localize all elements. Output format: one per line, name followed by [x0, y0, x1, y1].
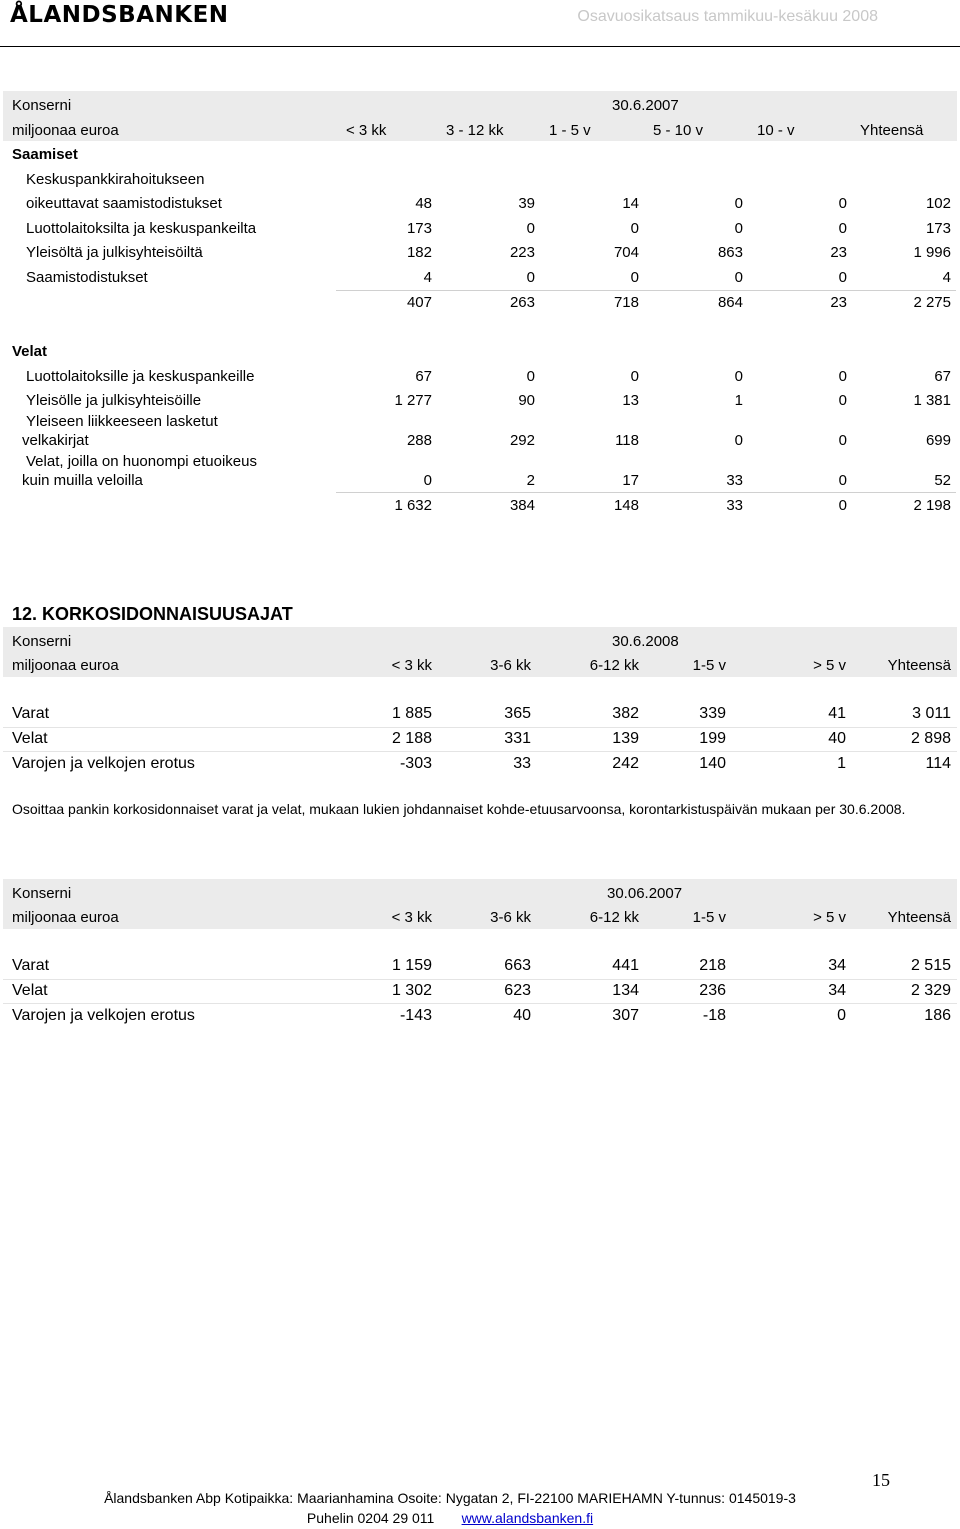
table1-column-header — [0, 122, 960, 146]
cell: 0 — [630, 269, 639, 286]
cell: 48 — [415, 195, 432, 212]
footer-contact — [0, 1510, 900, 1526]
row-label: kuin muilla veloilla — [22, 472, 143, 489]
cell: 139 — [612, 730, 639, 747]
column-header: 3-6 kk — [490, 657, 531, 674]
row-label: oikeuttavat saamistodistukset — [26, 195, 222, 212]
table-row — [0, 195, 960, 219]
page-number: 15 — [872, 1470, 890, 1490]
row-label: Luottolaitoksilta ja keskuspankeilta — [26, 220, 257, 237]
cell: 699 — [925, 432, 951, 449]
cell: 0 — [734, 220, 743, 237]
row-label: Velat — [12, 730, 48, 747]
cell: 0 — [734, 368, 743, 385]
cell: 331 — [504, 730, 531, 747]
row-label: Velat — [12, 982, 48, 999]
cell: 0 — [838, 220, 847, 237]
column-header: 1-5 v — [692, 657, 726, 674]
cell: 2 329 — [910, 982, 951, 999]
cell: 1 — [837, 755, 846, 772]
cell: -18 — [702, 1007, 726, 1024]
column-header: 3 - 12 kk — [446, 122, 504, 139]
table1-date: 30.6.2007 — [612, 97, 679, 114]
cell: 33 — [726, 497, 743, 514]
cell: 382 — [612, 705, 639, 722]
cell: 173 — [406, 220, 432, 237]
table-row — [0, 220, 960, 244]
document-title: Osavuosikatsaus tammikuu-kesäkuu 2008 — [577, 8, 878, 25]
subtotal-rule — [336, 492, 956, 493]
section-title-assets — [0, 146, 960, 170]
cell: 13 — [622, 392, 639, 409]
cell: 40 — [513, 1007, 531, 1024]
cell: 33 — [726, 472, 743, 489]
table3-group: Konserni — [12, 885, 72, 902]
row-label: Varojen ja velkojen erotus — [12, 755, 195, 772]
cell: 0 — [526, 368, 535, 385]
cell: 17 — [622, 472, 639, 489]
table-row — [0, 705, 960, 729]
cell: 0 — [526, 269, 535, 286]
cell: 90 — [518, 392, 535, 409]
cell: 0 — [423, 472, 432, 489]
cell: 0 — [838, 269, 847, 286]
cell: 1 159 — [391, 957, 432, 974]
cell: 236 — [699, 982, 726, 999]
cell: 223 — [509, 244, 535, 261]
cell: 199 — [699, 730, 726, 747]
cell: 23 — [830, 244, 847, 261]
cell: 718 — [613, 294, 639, 311]
cell: 148 — [613, 497, 639, 514]
section-heading: 12. KORKOSIDONNAISUUSAJAT — [12, 604, 293, 624]
table-row — [0, 1007, 960, 1031]
column-header: 6-12 kk — [589, 909, 639, 926]
row-divider — [3, 727, 957, 728]
column-header: 3-6 kk — [490, 909, 531, 926]
row-label: velkakirjat — [22, 432, 89, 449]
row-label: Varat — [12, 957, 50, 974]
row-label: Luottolaitoksille ja keskuspankeille — [26, 368, 255, 385]
cell: 339 — [699, 705, 726, 722]
cell: 186 — [924, 1007, 951, 1024]
cell: 704 — [613, 244, 639, 261]
row-label: Varat — [12, 705, 50, 722]
column-header: Yhteensä — [860, 122, 924, 139]
cell: 0 — [838, 392, 847, 409]
cell: 0 — [838, 195, 847, 212]
row-label: Saamistodistukset — [26, 269, 148, 286]
cell: 2 188 — [391, 730, 432, 747]
table-row — [0, 171, 960, 195]
cell: 2 515 — [910, 957, 951, 974]
cell: 2 198 — [913, 497, 951, 514]
row-label-line1: Keskuspankkirahoitukseen — [26, 171, 205, 188]
section-title-liabilities — [0, 343, 960, 367]
cell: 1 996 — [913, 244, 951, 261]
cell: 41 — [828, 705, 846, 722]
cell: 67 — [934, 368, 951, 385]
row-label: Yleisölle ja julkisyhteisöille — [26, 392, 202, 409]
table1-group: Konserni — [12, 97, 72, 114]
cell: 0 — [734, 195, 743, 212]
subtotal-row — [0, 294, 960, 318]
cell: 218 — [699, 957, 726, 974]
column-header: 1 - 5 v — [549, 122, 591, 139]
column-header: 5 - 10 v — [653, 122, 704, 139]
cell: 0 — [838, 368, 847, 385]
cell: 173 — [925, 220, 951, 237]
cell: 4 — [942, 269, 951, 286]
cell: -303 — [399, 755, 432, 772]
row-label-line1: Velat, joilla on huonompi etuoikeus — [26, 453, 257, 470]
cell: 288 — [406, 432, 432, 449]
cell: 292 — [509, 432, 535, 449]
cell: 365 — [504, 705, 531, 722]
cell: 441 — [612, 957, 639, 974]
column-header: 10 - v — [757, 122, 795, 139]
footer-company-info: Ålandsbanken Abp Kotipaikka: Maarianhamina Osoite: Nygatan 2, FI-22100 MARIEHAMN Y-tunnus: 0145019-3 — [104, 1490, 796, 1506]
footer-phone: Puhelin 0204 29 011 — [306, 1510, 435, 1526]
column-header: 6-12 kk — [589, 657, 639, 674]
table1-unit: miljoonaa euroa — [12, 122, 119, 139]
cell: 1 632 — [394, 497, 432, 514]
cell: 242 — [612, 755, 639, 772]
table3-date: 30.06.2007 — [607, 885, 683, 902]
cell: 263 — [509, 294, 535, 311]
cell: 34 — [828, 957, 846, 974]
cell: 0 — [526, 220, 535, 237]
table3-unit: miljoonaa euroa — [12, 909, 119, 926]
table-row — [0, 755, 960, 779]
cell: 864 — [717, 294, 743, 311]
cell: 23 — [830, 294, 847, 311]
table1-group-row — [0, 97, 960, 121]
column-header: < 3 kk — [391, 657, 432, 674]
cell: 0 — [734, 269, 743, 286]
cell: 0 — [838, 432, 847, 449]
cell: 1 302 — [391, 982, 432, 999]
cell: 1 — [734, 392, 743, 409]
cell: 623 — [504, 982, 531, 999]
row-divider — [3, 979, 957, 980]
cell: 33 — [513, 755, 531, 772]
cell: 0 — [734, 432, 743, 449]
cell: 67 — [415, 368, 432, 385]
row-label: Yleisöltä ja julkisyhteisöiltä — [26, 244, 203, 261]
cell: 2 — [526, 472, 535, 489]
cell: 863 — [717, 244, 743, 261]
cell: 1 381 — [913, 392, 951, 409]
column-header: 1-5 v — [692, 909, 726, 926]
cell: 4 — [423, 269, 432, 286]
cell: 34 — [828, 982, 846, 999]
cell: 384 — [509, 497, 535, 514]
cell: 2 898 — [910, 730, 951, 747]
cell: 1 277 — [394, 392, 432, 409]
cell: 182 — [406, 244, 432, 261]
cell: 0 — [837, 1007, 846, 1024]
table2-group: Konserni — [12, 633, 72, 650]
cell: 102 — [925, 195, 951, 212]
column-header: < 3 kk — [346, 122, 387, 139]
cell: 0 — [630, 368, 639, 385]
table3-column-header — [0, 909, 960, 933]
section-label: Saamiset — [12, 146, 78, 163]
cell: 407 — [406, 294, 432, 311]
table2-unit: miljoonaa euroa — [12, 657, 119, 674]
footer-website-link[interactable]: www.alandsbanken.fi — [461, 1510, 594, 1526]
row-label: Varojen ja velkojen erotus — [12, 1007, 195, 1024]
column-header: < 3 kk — [391, 909, 432, 926]
table-row — [0, 957, 960, 981]
column-header: > 5 v — [813, 909, 846, 926]
cell: 40 — [828, 730, 846, 747]
cell: 39 — [518, 195, 535, 212]
table2-date: 30.6.2008 — [612, 633, 679, 650]
cell: 52 — [934, 472, 951, 489]
cell: 663 — [504, 957, 531, 974]
cell: 0 — [838, 472, 847, 489]
cell: 140 — [699, 755, 726, 772]
cell: 118 — [615, 432, 639, 449]
row-divider — [3, 751, 957, 752]
cell: 14 — [622, 195, 639, 212]
cell: 0 — [838, 497, 847, 514]
cell: 1 885 — [391, 705, 432, 722]
column-header: Yhteensä — [887, 909, 951, 926]
cell: 307 — [612, 1007, 639, 1024]
subtotal-rule — [336, 290, 956, 291]
cell: 3 011 — [912, 705, 951, 722]
cell: 114 — [925, 755, 951, 772]
bank-logo: ÅLANDSBANKEN — [10, 2, 229, 28]
table-row — [0, 244, 960, 268]
cell: 2 275 — [913, 294, 951, 311]
row-divider — [3, 1003, 957, 1004]
cell: -143 — [399, 1007, 432, 1024]
column-header: Yhteensä — [887, 657, 951, 674]
table-row — [0, 368, 960, 392]
cell: 0 — [630, 220, 639, 237]
row-label-line1: Yleiseen liikkeeseen lasketut — [26, 413, 218, 430]
section-label: Velat — [12, 343, 48, 360]
column-header: > 5 v — [813, 657, 846, 674]
table2-column-header — [0, 657, 960, 681]
table3-group-row — [0, 885, 960, 909]
subtotal-row — [0, 497, 960, 521]
table2-group-row — [0, 633, 960, 657]
header-rule — [0, 46, 960, 47]
cell: 134 — [612, 982, 639, 999]
footnote-text: Osoittaa pankin korkosidonnaiset varat ja velat, mukaan lukien johdannaiset kohde-etuusarvoonsa, korontarkistuspäivän mukaan per 30.6.2008. — [12, 801, 906, 817]
